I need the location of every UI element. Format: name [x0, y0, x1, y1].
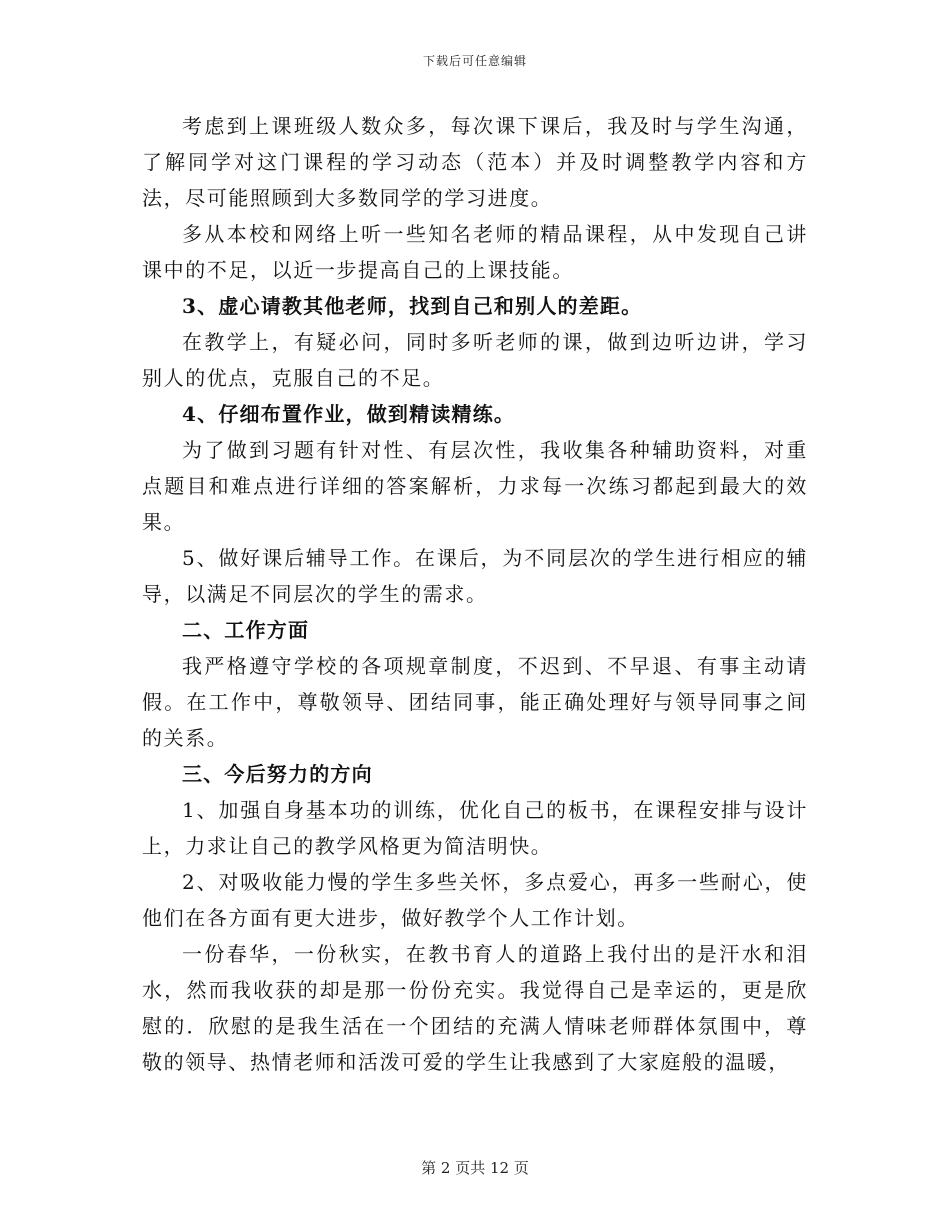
- section-heading: 二、工作方面: [182, 618, 310, 642]
- section-heading: 4、仔细布置作业，做到精读精练。: [182, 402, 516, 426]
- paragraph: 在教学上，有疑必问，同时多听老师的课，做到边听边讲，学习别人的优点，克服自己的不足。: [142, 330, 808, 390]
- section-heading: 3、虚心请教其他老师，找到自己和别人的差距。: [182, 294, 643, 318]
- paragraph: 为了做到习题有针对性、有层次性，我收集各种辅助资料，对重点题目和难点进行详细的答案解析，力求每一次练习都起到最大的效果。: [142, 438, 808, 534]
- paragraph: 多从本校和网络上听一些知名老师的精品课程，从中发现自己讲课中的不足，以近一步提高自己的上课技能。: [142, 222, 808, 282]
- paragraph: 我严格遵守学校的各项规章制度，不迟到、不早退、有事主动请假。在工作中，尊敬领导、团结同事，能正确处理好与领导同事之间的关系。: [142, 654, 808, 750]
- paragraph: 2、对吸收能力慢的学生多些关怀，多点爱心，再多一些耐心，使他们在各方面有更大进步，做好教学个人工作计划。: [142, 870, 808, 930]
- paragraph: 5、做好课后辅导工作。在课后，为不同层次的学生进行相应的辅导，以满足不同层次的学生的需求。: [142, 546, 808, 606]
- paragraph: 1、加强自身基本功的训练，优化自己的板书，在课程安排与设计上，力求让自己的教学风格更为简洁明快。: [142, 798, 808, 858]
- document-body: [142, 108, 808, 1080]
- page-header: 下载后可任意编辑: [422, 54, 527, 68]
- paragraph: 考虑到上课班级人数众多，每次课下课后，我及时与学生沟通，了解同学对这门课程的学习动态（范本）并及时调整教学内容和方法，尽可能照顾到大多数同学的学习进度。: [142, 114, 808, 210]
- section-heading: 三、今后努力的方向: [182, 762, 373, 786]
- paragraph: 一份春华，一份秋实，在教书育人的道路上我付出的是汗水和泪水，然而我收获的却是那一份份充实。我觉得自己是幸运的，更是欣慰的．欣慰的是我生活在一个团结的充满人情味老师群体氛围中，尊敬的领导、热情老师和活泼可爱的学生让我感到了大家庭般的温暖，: [142, 942, 808, 1074]
- page-footer: 第 2 页共 12 页: [421, 1159, 529, 1177]
